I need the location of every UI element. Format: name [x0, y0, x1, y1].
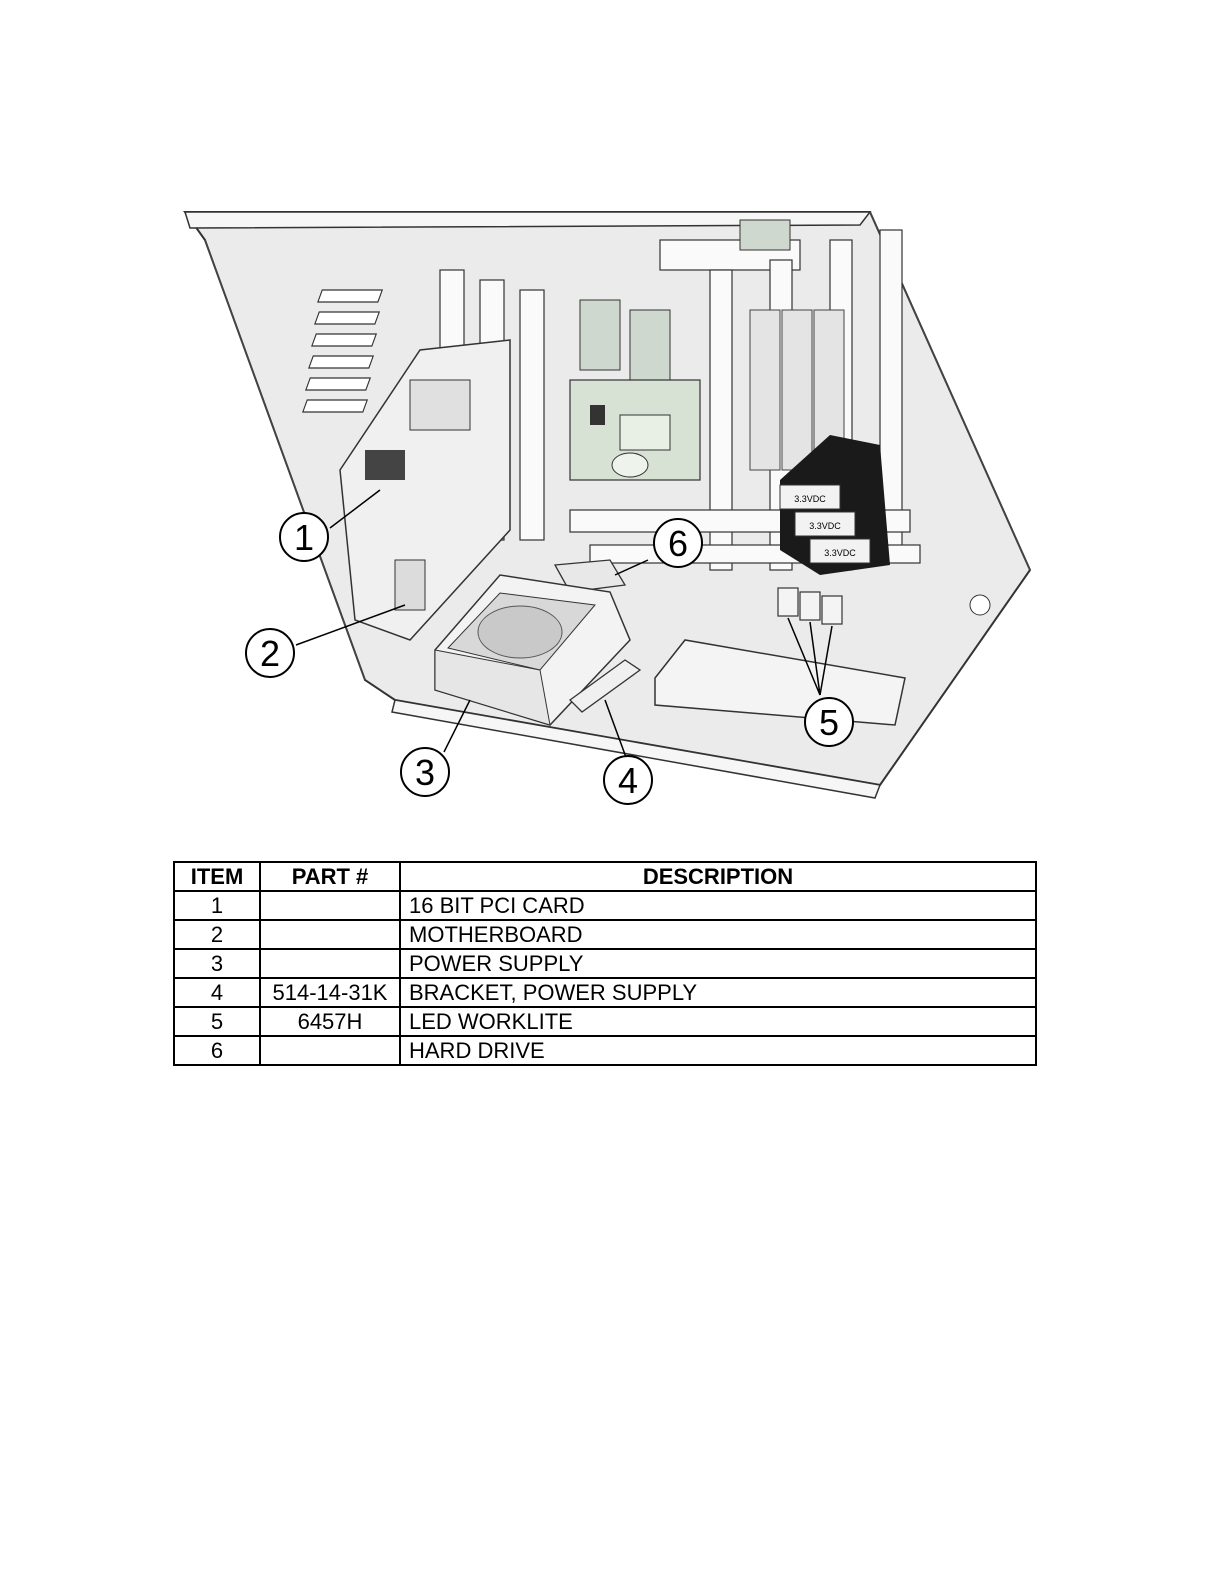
- table-row: [174, 1007, 1036, 1036]
- header-description: DESCRIPTION: [400, 862, 1036, 891]
- cell-item: 5: [174, 1007, 260, 1036]
- table-row: [174, 949, 1036, 978]
- header-item: ITEM: [174, 862, 260, 891]
- callout-6: [654, 519, 702, 567]
- callout-3: [401, 748, 449, 796]
- controller-board: [570, 380, 700, 480]
- cell-part: [260, 920, 400, 949]
- table-header-row: [174, 862, 1036, 891]
- cell-item: 2: [174, 920, 260, 949]
- parts-table: [173, 861, 1037, 1066]
- enclosure-diagram: [170, 200, 1050, 820]
- cell-item: 3: [174, 949, 260, 978]
- panel-label: 3.3VDC: [824, 548, 856, 558]
- cell-description: POWER SUPPLY: [400, 949, 1036, 978]
- callout-2: [246, 629, 294, 677]
- cell-item: 4: [174, 978, 260, 1007]
- panel-label: 3.3VDC: [809, 521, 841, 531]
- callout-label: 6: [667, 523, 689, 564]
- table-row: [174, 920, 1036, 949]
- callout-label: 1: [293, 517, 315, 558]
- callout-label: 3: [414, 752, 436, 793]
- cell-part: [260, 1036, 400, 1065]
- cell-description: MOTHERBOARD: [400, 920, 1036, 949]
- table-row: [174, 1036, 1036, 1065]
- callout-1: [280, 513, 328, 561]
- cell-part: 6457H: [260, 1007, 400, 1036]
- cell-description: HARD DRIVE: [400, 1036, 1036, 1065]
- cell-part: 514-14-31K: [260, 978, 400, 1007]
- callout-5: [805, 698, 853, 746]
- callout-4: [604, 756, 652, 804]
- cell-description: 16 BIT PCI CARD: [400, 891, 1036, 920]
- header-part: PART #: [260, 862, 400, 891]
- callout-label: 5: [818, 702, 840, 743]
- table-row: [174, 978, 1036, 1007]
- panel-label: 3.3VDC: [794, 494, 826, 504]
- cell-part: [260, 891, 400, 920]
- cell-item: 1: [174, 891, 260, 920]
- cell-description: LED WORKLITE: [400, 1007, 1036, 1036]
- cell-part: [260, 949, 400, 978]
- cell-description: BRACKET, POWER SUPPLY: [400, 978, 1036, 1007]
- mounting-hole: [970, 595, 990, 615]
- enclosure-panel: [185, 212, 1030, 785]
- callout-label: 4: [617, 760, 639, 801]
- table-row: [174, 891, 1036, 920]
- cell-item: 6: [174, 1036, 260, 1065]
- callout-label: 2: [259, 633, 281, 674]
